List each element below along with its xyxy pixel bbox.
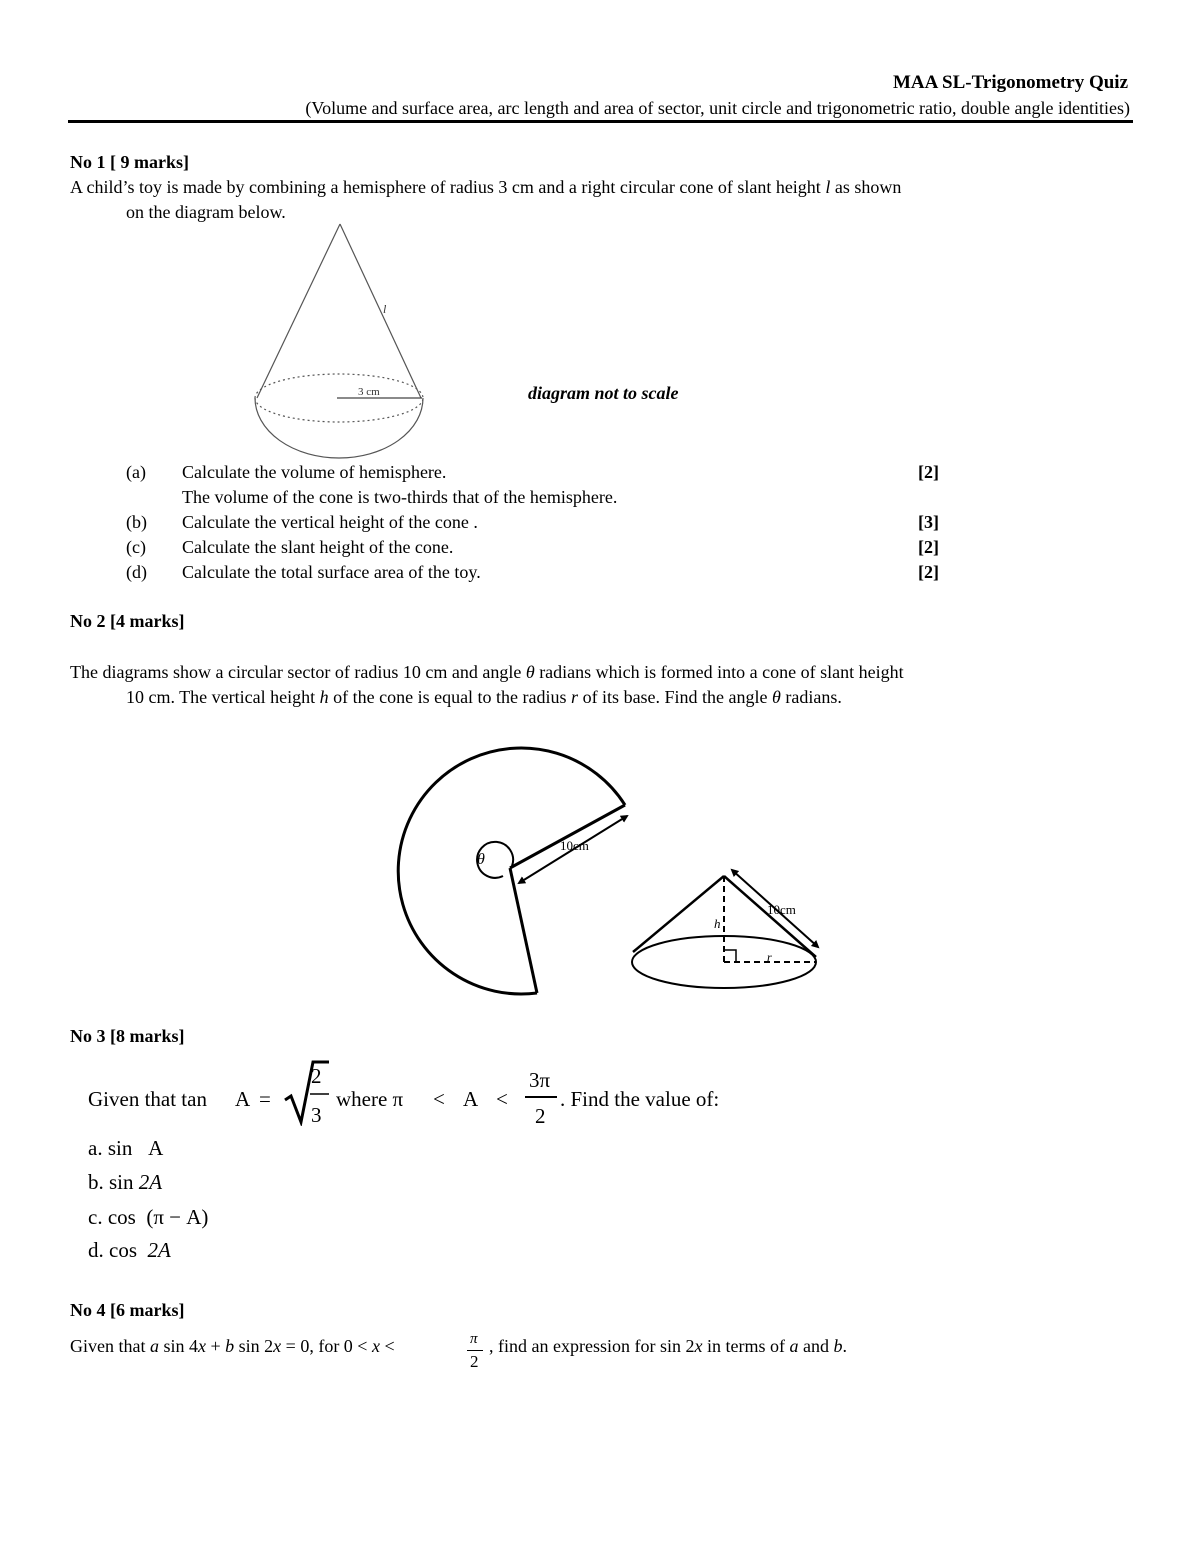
q3-find: . Find the value of: [560, 1087, 720, 1111]
q3-item-c-expr: (π − A) [146, 1205, 209, 1229]
q3-frac-numerator: 3π [529, 1068, 551, 1092]
q2-theta: θ [525, 662, 535, 682]
q4-var-a: a [149, 1336, 159, 1356]
header-rule [68, 120, 1133, 123]
sqrt-radical [285, 1062, 329, 1122]
q1-intro-a: A child’s toy is made by combining a hemisphere of radius 3 cm and a right circular cone of slant height [70, 177, 826, 197]
q1-part-c-label: (c) [126, 537, 146, 557]
q3-item-d-expr: 2A [147, 1238, 171, 1262]
q3-item-d [88, 1238, 171, 1263]
quiz-subtitle: (Volume and surface area, arc length and area of sector, unit circle and trigonometric ratio, double angle identities) [305, 98, 1130, 118]
q3-item-a-expr: A [148, 1136, 164, 1160]
q3-sqrt-numerator: 2 [311, 1064, 322, 1088]
q1-part-c-text: Calculate the slant height of the cone. [182, 537, 454, 557]
cone-left-edge [257, 224, 340, 398]
q3-var-a: A [235, 1087, 251, 1111]
q3-item-d-label: d. cos [88, 1238, 137, 1262]
q2-text [70, 660, 904, 710]
base-front-dashed [255, 398, 423, 422]
q1-part-c-marks: [2] [918, 537, 939, 557]
q4-x2: x [273, 1336, 282, 1356]
q1-intro [70, 175, 901, 225]
q2-line2-b: of the cone is equal to the radius [328, 687, 572, 707]
q2-line1-a: The diagrams show a circular sector of radius 10 cm and angle [70, 662, 526, 682]
q2-r: r [571, 687, 579, 707]
q3-item-b-expr: 2A [138, 1170, 163, 1194]
sector-radius-upper [510, 805, 625, 868]
q3-item-b-label: b. sin [88, 1170, 134, 1194]
cone-radius-label: r [767, 950, 772, 964]
q4-lt: < [379, 1336, 395, 1356]
q4-x4: x [694, 1336, 703, 1356]
cone-left-side [633, 876, 724, 952]
q1-heading: No 1 [ 9 marks] [70, 152, 189, 172]
q2-line2-c: of its base. Find the angle [578, 687, 773, 707]
q1-part-d-text: Calculate the total surface area of the toy. [182, 562, 481, 582]
q4-text-right [489, 1336, 847, 1357]
q4-and: and [798, 1336, 834, 1356]
q2-line2 [70, 685, 904, 710]
q1-intro-var: l [825, 177, 831, 197]
sector-radius-label: 10cm [560, 838, 589, 853]
slant-label: l [383, 302, 387, 316]
q1-part-d-label: (d) [126, 562, 147, 582]
q3-var-a-2: A [463, 1087, 479, 1111]
q1-part-b-label: (b) [126, 512, 147, 532]
q4-x3: x [371, 1336, 380, 1356]
diagram-note: diagram not to scale [528, 383, 679, 403]
q4-sin2: sin 2 [234, 1336, 274, 1356]
q2-line2-a: 10 cm. The vertical height [126, 687, 320, 707]
q2-h: h [319, 687, 329, 707]
q4-text-left [70, 1336, 395, 1357]
q4-in-terms: in terms of [702, 1336, 790, 1356]
q1-intro-b: as shown [830, 177, 902, 197]
q1-toy-diagram [240, 218, 440, 468]
q2-line1-b: radians which is formed into a cone of slant height [534, 662, 904, 682]
q4-x1: x [198, 1336, 206, 1356]
q3-given-text: Given that tan [88, 1087, 207, 1111]
q3-where: where π [336, 1087, 404, 1111]
q3-item-c [88, 1205, 208, 1230]
q3-less-than-2: < [496, 1087, 508, 1111]
q3-frac-denominator: 2 [535, 1104, 546, 1128]
q3-frac-bar [525, 1096, 557, 1098]
q4-eq0: = 0, for 0 < [281, 1336, 372, 1356]
q4-var-a-2: a [789, 1336, 799, 1356]
q3-item-b [88, 1170, 162, 1195]
q3-less-than-1: < [433, 1087, 445, 1111]
quiz-title: MAA SL-Trigonometry Quiz [892, 72, 1128, 93]
sector-angle-label: θ [477, 851, 485, 868]
q3-item-c-label: c. cos [88, 1205, 136, 1229]
q4-sin4: sin 4 [158, 1336, 198, 1356]
q4-var-b-2: b [833, 1336, 843, 1356]
hemisphere-outline [255, 398, 423, 458]
q4-frac-numerator: π [470, 1331, 478, 1347]
q1-info-text: The volume of the cone is two-thirds that of the hemisphere. [182, 487, 618, 507]
q1-intro-line2: on the diagram below. [126, 202, 286, 222]
q3-item-a [88, 1136, 163, 1161]
cone-right-edge [340, 224, 421, 398]
cone-slant-label: 10cm [767, 902, 796, 917]
q4-var-b: b [225, 1336, 235, 1356]
cone-height-label: h [714, 916, 721, 931]
q3-sqrt-denominator: 3 [311, 1103, 322, 1127]
q1-part-a-text: Calculate the volume of hemisphere. [182, 462, 447, 482]
q4-period: . [842, 1336, 847, 1356]
q4-frac-denominator: 2 [470, 1352, 479, 1371]
q3-equals: = [259, 1087, 271, 1111]
q2-theta-2: θ [772, 687, 781, 707]
q3-item-a-label: a. sin [88, 1136, 133, 1160]
base-back-dashed [255, 374, 423, 398]
q3-heading: No 3 [8 marks] [70, 1026, 185, 1046]
q4-heading: No 4 [6 marks] [70, 1300, 185, 1320]
q4-given: Given that [70, 1336, 150, 1356]
q1-part-d-marks: [2] [918, 562, 939, 582]
q2-heading: No 2 [4 marks] [70, 611, 185, 631]
q3-sqrt-sign [283, 1060, 331, 1126]
q2-line2-d: radians. [780, 687, 842, 707]
q2-sector-cone-diagram [370, 725, 840, 1000]
sector-radius-lower [510, 868, 537, 993]
q1-part-a-label: (a) [126, 462, 146, 482]
right-angle-mark [724, 950, 736, 962]
q1-part-b-marks: [3] [918, 512, 939, 532]
q4-plus: + [206, 1336, 226, 1356]
q1-part-b-text: Calculate the vertical height of the cone . [182, 512, 478, 532]
q4-find: , find an expression for sin 2 [489, 1336, 695, 1356]
q1-part-a-marks: [2] [918, 462, 939, 482]
radius-label: 3 cm [358, 386, 380, 398]
